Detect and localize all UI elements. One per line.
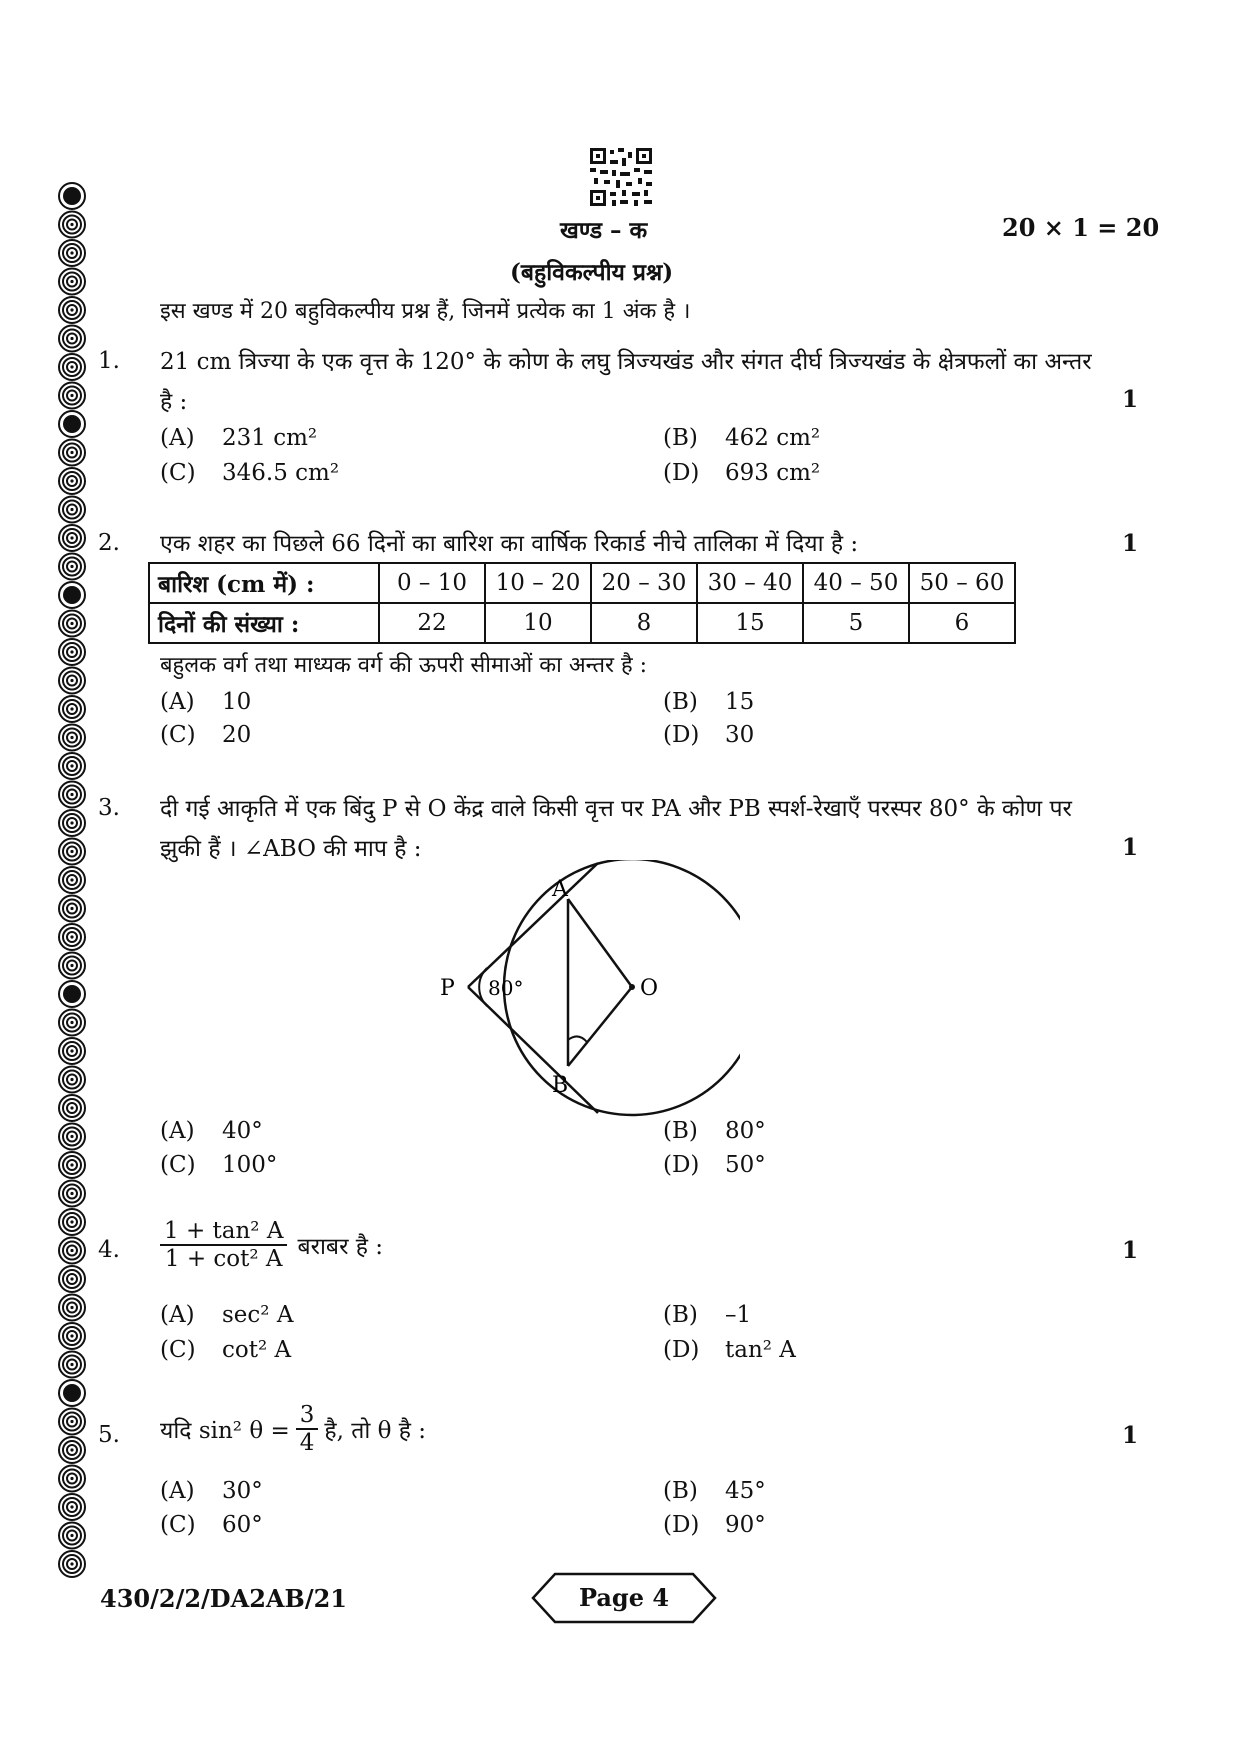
option-a [160,1118,263,1144]
ring-ornament [59,326,85,352]
paper-code: 430/2/2/DA2AB/21 [100,1584,347,1613]
ring-ornament [59,1067,85,1093]
question-expression [160,1402,426,1456]
option-value: 30 [725,722,755,748]
table-cell: 20 – 30 [591,563,697,603]
question-marks: 1 [1122,530,1139,557]
ring-ornament [59,867,85,893]
section-title: खण्ड – क [560,217,648,244]
option-c [160,1512,263,1538]
ring-ornament [59,782,85,808]
fraction [160,1218,287,1272]
ring-ornament [59,1095,85,1121]
ring-ornament [59,269,85,295]
filled-ring-ornament [59,1380,85,1406]
ring-ornament [59,1238,85,1264]
option-b [663,689,754,715]
table-header-cell: दिनों की संख्या : [149,603,379,643]
option-value: 45° [725,1478,766,1504]
option-b [663,1478,766,1504]
question-marks: 1 [1122,834,1139,861]
ring-ornament [59,1010,85,1036]
table-cell: 8 [591,603,697,643]
option-label: (A) [160,689,195,715]
tangent-circle-figure [430,860,740,1120]
option-c [160,1337,291,1363]
table-cell: 10 – 20 [485,563,591,603]
ring-ornament [59,554,85,580]
option-label: (B) [663,1478,698,1504]
section-intro: इस खण्ड में 20 बहुविकल्पीय प्रश्न हैं, जिनमें प्रत्येक का 1 अंक है । [160,299,691,324]
rainfall-table [148,562,1016,644]
option-d [663,1512,766,1538]
option-value: 346.5 cm² [222,460,340,486]
angle-arc-b [568,1036,587,1042]
question-number: 4. [98,1237,120,1263]
filled-ring-ornament [59,183,85,209]
question-subtext: बहुलक वर्ग तथा माध्यक वर्ग की ऊपरी सीमाओं का अन्तर है : [160,653,648,678]
label-p: P [440,976,455,1001]
option-value: 60° [222,1512,263,1538]
fraction-denominator: 1 + cot² A [164,1246,283,1272]
option-label: (B) [663,1118,698,1144]
table-cell: 22 [379,603,485,643]
table-cell: 6 [909,603,1015,643]
circle [504,860,740,1115]
ring-ornament [59,1181,85,1207]
option-value: 231 cm² [222,425,318,451]
question-text: यदि sin² θ = [160,1418,290,1444]
question-number: 3. [98,795,120,821]
option-value: 90° [725,1512,766,1538]
ring-ornament [59,1523,85,1549]
option-value: 462 cm² [725,425,821,451]
ring-ornament [59,1494,85,1520]
option-a [160,1302,293,1328]
page-number-badge [531,1572,717,1624]
option-label: (D) [663,460,700,486]
question-text: एक शहर का पिछले 66 दिनों का बारिश का वार्षिक रिकार्ड नीचे तालिका में दिया है : [160,531,859,557]
fraction [296,1402,319,1456]
option-value: cot² A [222,1337,292,1363]
question-marks: 1 [1122,1422,1139,1449]
question-marks: 1 [1122,1237,1139,1264]
ring-ornament [59,1124,85,1150]
ring-ornament [59,1323,85,1349]
option-label: (D) [663,1512,700,1538]
ring-ornament [59,696,85,722]
option-b [663,1118,766,1144]
table-cell: 40 – 50 [803,563,909,603]
qr-code [590,148,652,206]
fraction-denominator: 4 [299,1430,315,1456]
question-expression [160,1218,383,1272]
label-b: B [552,1073,569,1098]
option-label: (A) [160,1478,195,1504]
option-value: 15 [725,689,755,715]
ring-ornament [59,953,85,979]
question-text: 21 cm त्रिज्या के एक वृत्त के 120° के कोण के लघु त्रिज्यखंड और संगत दीर्घ त्रिज्यखंड के क्षेत्रफलों का अन्तर है : [160,349,1092,415]
filled-ring-ornament [59,981,85,1007]
filled-ring-ornament [59,411,85,437]
ring-ornament [59,1437,85,1463]
ring-ornament [59,839,85,865]
option-label: (C) [160,1512,196,1538]
option-value: sec² A [222,1302,294,1328]
fraction-numerator: 1 + tan² A [160,1218,287,1246]
option-a [160,689,251,715]
option-label: (B) [663,1302,698,1328]
option-value: 40° [222,1118,263,1144]
option-value: 10 [222,689,252,715]
ring-ornament [59,611,85,637]
ring-ornament [59,896,85,922]
table-header-cell: बारिश (cm में) : [149,563,379,603]
table-row [149,563,1015,603]
option-value: 50° [725,1152,766,1178]
label-o: O [640,976,659,1001]
option-label: (A) [160,1118,195,1144]
angle-label: 80° [488,976,524,1000]
fraction-numerator: 3 [296,1402,319,1430]
option-label: (C) [160,1152,196,1178]
option-value: 20 [222,722,252,748]
table-cell: 0 – 10 [379,563,485,603]
option-value: tan² A [725,1337,796,1363]
section-marks: 20 × 1 = 20 [1002,213,1160,242]
question-marks: 1 [1122,386,1139,413]
option-label: (A) [160,425,195,451]
option-value: –1 [725,1302,752,1328]
option-b [663,1302,751,1328]
option-a [160,425,317,451]
ring-ornament [59,212,85,238]
ring-ornament [59,924,85,950]
option-value: 30° [222,1478,263,1504]
option-label: (C) [160,722,196,748]
tangent-pb-line [468,987,598,1113]
ring-ornament [59,497,85,523]
option-label: (B) [663,689,698,715]
ring-ornament [59,383,85,409]
ring-ornament [59,240,85,266]
table-cell: 5 [803,603,909,643]
option-c [160,460,339,486]
table-cell: 15 [697,603,803,643]
ring-ornament [59,468,85,494]
question-number: 2. [98,530,120,556]
label-a: A [552,877,568,902]
option-label: (D) [663,1337,700,1363]
ring-ornament [59,639,85,665]
ring-ornament [59,1466,85,1492]
ring-ornament [59,810,85,836]
ring-ornament [59,1409,85,1435]
option-label: (B) [663,425,698,451]
question-text-after: है, तो θ है : [324,1418,427,1444]
option-d [663,1152,766,1178]
ring-ornament [59,1038,85,1064]
section-subtitle: (बहुविकल्पीय प्रश्न) [510,259,674,286]
ring-ornament [59,354,85,380]
option-value: 80° [725,1118,766,1144]
option-label: (A) [160,1302,195,1328]
option-c [160,1152,277,1178]
table-cell: 50 – 60 [909,563,1015,603]
page-number: Page 4 [578,1583,670,1612]
table-cell: 30 – 40 [697,563,803,603]
ring-ornament [59,297,85,323]
option-label: (D) [663,1152,700,1178]
question-text: बराबर है : [297,1234,384,1260]
option-value: 693 cm² [725,460,821,486]
table-cell: 10 [485,603,591,643]
ring-ornament [59,525,85,551]
question-text: दी गई आकृति में एक बिंदु P से O केंद्र वाले किसी वृत्त पर PA और PB स्पर्श-रेखाएँ परस्पर 80° के कोण पर झुकी हैं । ∠ABO की माप है : [160,796,1072,862]
decorative-border-strip [52,180,92,1600]
table-row [149,603,1015,643]
question-number: 1. [98,348,120,374]
ring-ornament [59,1551,85,1577]
filled-ring-ornament [59,582,85,608]
option-b [663,425,820,451]
radius-ob-line [568,987,632,1066]
question-number: 5. [98,1422,120,1448]
option-label: (C) [160,460,196,486]
option-label: (C) [160,1337,196,1363]
option-value: 100° [222,1152,278,1178]
radius-oa-line [568,899,632,987]
ring-ornament [59,1295,85,1321]
option-label: (D) [663,722,700,748]
option-d [663,722,754,748]
ring-ornament [59,1266,85,1292]
option-d [663,460,820,486]
ring-ornament [59,668,85,694]
ring-ornament [59,1209,85,1235]
ring-ornament [59,1152,85,1178]
option-c [160,722,251,748]
ring-ornament [59,725,85,751]
ring-ornament [59,1352,85,1378]
option-d [663,1337,796,1363]
ring-ornament [59,753,85,779]
tangent-pa-line [468,863,598,987]
option-a [160,1478,263,1504]
center-point [629,984,635,990]
ring-ornament [59,440,85,466]
